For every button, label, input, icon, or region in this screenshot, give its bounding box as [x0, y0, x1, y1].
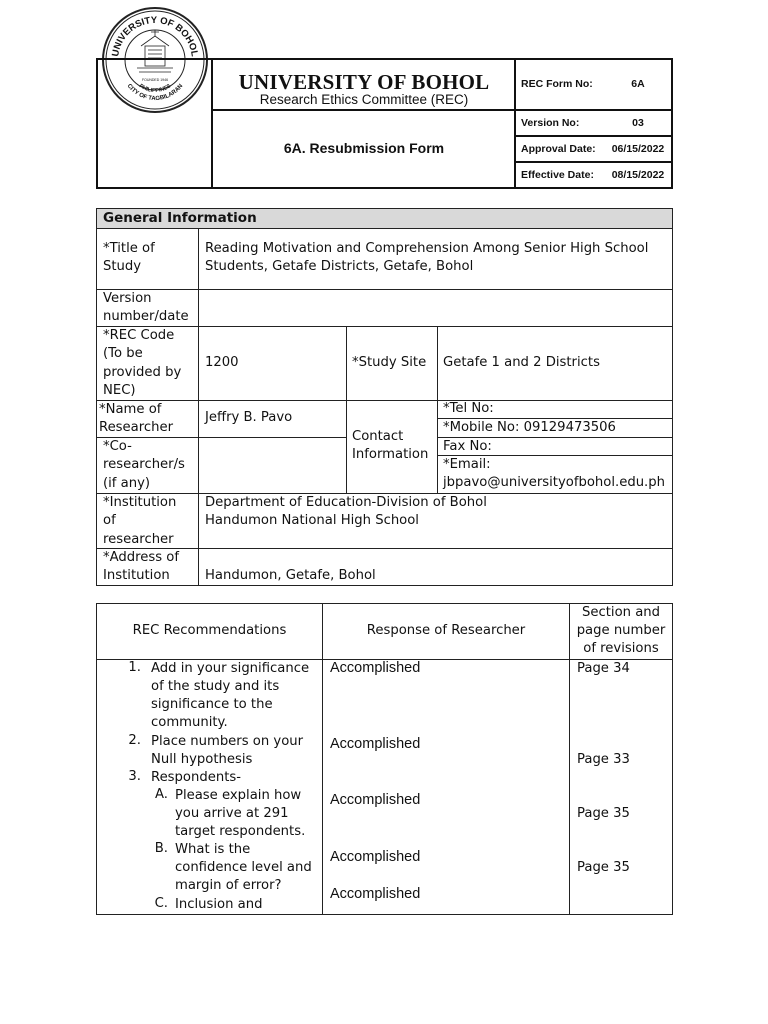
table-rule: [346, 326, 347, 493]
table-rule: [96, 603, 97, 915]
item-letter: B.: [154, 841, 168, 856]
item-number: 3.: [128, 769, 141, 784]
version-no-label: Version No:: [521, 117, 580, 129]
study-site-label: *Study Site: [352, 355, 427, 370]
header-divider: [514, 58, 516, 189]
response-text: Accomplished: [330, 660, 421, 676]
seal-country-text: PHILIPPINES: [137, 83, 173, 95]
university-name: UNIVERSITY OF BOHOL: [238, 70, 490, 94]
item-letter: A.: [155, 787, 168, 802]
title-label: *Title of Study: [103, 241, 155, 275]
table-rule: [437, 326, 438, 493]
recommendation-subitem: Inclusion and: [175, 897, 263, 912]
institution-value: Department of Education-Division of Bohol Handumon National High School: [205, 495, 487, 529]
effective-date-label: Effective Date:: [521, 169, 594, 181]
rec-code-value: 1200: [205, 355, 239, 370]
table-rule: [96, 228, 673, 229]
recommendation-subitem: What is the confidence level and margin of error?: [175, 842, 312, 893]
rec-form-no-label: REC Form No:: [521, 78, 593, 90]
recommendation-item: Respondents-: [151, 770, 241, 785]
table-rule: [322, 603, 323, 915]
table-rule: [96, 400, 673, 401]
mobile-no: *Mobile No: 09129473506: [443, 420, 616, 435]
version-label: Version number/date: [103, 291, 189, 325]
form-title: 6A. Resubmission Form: [283, 140, 445, 156]
recommendation-item: Place numbers on your Null hypothesis: [151, 734, 304, 767]
rec-code-label: *REC Code (To be provided by NEC): [103, 328, 182, 398]
item-number: 2.: [128, 733, 141, 748]
header-divider: [514, 109, 673, 111]
col-header-recommendations: REC Recommendations: [132, 623, 287, 638]
recommendation-subitem: Please explain how you arrive at 291 target respondents.: [175, 788, 306, 839]
approval-date-label: Approval Date:: [521, 143, 596, 155]
table-rule: [96, 914, 673, 915]
contact-label: Contact Information: [352, 429, 429, 463]
tel-no: *Tel No:: [443, 401, 494, 416]
response-text: Accomplished: [330, 849, 421, 865]
response-text: Accomplished: [330, 736, 421, 752]
title-value: Reading Motivation and Comprehension Among Senior High School Students, Getafe Districts, Getafe, Bohol: [205, 241, 649, 275]
researcher-label: *Name of Researcher: [99, 402, 174, 436]
fax-no: Fax No:: [443, 439, 492, 454]
committee-name: Research Ethics Committee (REC): [259, 92, 469, 107]
header-divider: [211, 58, 213, 189]
institution-label: *Institution of researcher: [103, 495, 177, 547]
rec-form-no-value: 6A: [631, 78, 645, 90]
study-site-value: Getafe 1 and 2 Districts: [443, 355, 600, 370]
header-divider: [211, 109, 516, 111]
col-header-pages: Section and page number of revisions: [576, 605, 666, 656]
page-reference: Page 34: [577, 661, 630, 676]
response-text: Accomplished: [330, 886, 421, 902]
seal-top-text: UNIVERSITY OF BOHOL: [110, 14, 200, 58]
header-divider: [514, 161, 673, 163]
address-label: *Address of Institution: [103, 550, 180, 584]
table-rule: [96, 548, 673, 549]
effective-date-value: 08/15/2022: [611, 169, 665, 181]
table-rule: [198, 228, 199, 586]
seal-bottom-text: CITY OF TAGBILARAN: [125, 83, 185, 103]
general-info-heading: General Information: [103, 210, 257, 226]
col-header-response: Response of Researcher: [366, 623, 526, 638]
coresearcher-label: *Co- researcher/s (if any): [103, 439, 185, 491]
email: *Email: jbpavo@universityofbohol.edu.ph: [443, 457, 665, 491]
page-reference: Page 35: [577, 806, 630, 821]
approval-date-value: 06/15/2022: [611, 143, 665, 155]
address-value: Handumon, Getafe, Bohol: [205, 568, 376, 583]
recommendation-item: Add in your significance of the study and its significance to the community.: [151, 661, 310, 730]
page-reference: Page 35: [577, 860, 630, 875]
item-number: 1.: [128, 660, 141, 675]
table-rule: [672, 603, 673, 915]
researcher-value: Jeffry B. Pavo: [205, 410, 293, 425]
seal-founded-text: FOUNDED 1946: [141, 78, 169, 82]
page-reference: Page 33: [577, 752, 630, 767]
response-text: Accomplished: [330, 792, 421, 808]
header-divider: [514, 135, 673, 137]
item-letter: C.: [154, 896, 168, 911]
version-no-value: 03: [632, 117, 644, 129]
